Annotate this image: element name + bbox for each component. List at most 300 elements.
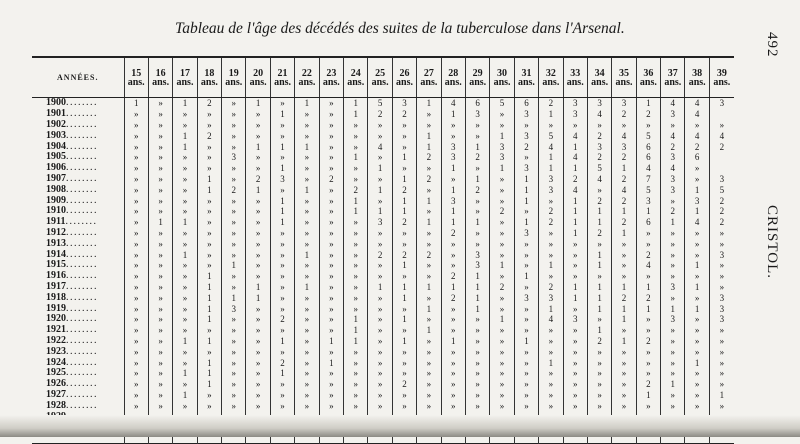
count-cell: » <box>368 400 392 411</box>
count-cell: » <box>661 390 685 401</box>
count-cell: » <box>490 195 514 206</box>
count-cell: 1 <box>587 249 611 260</box>
count-cell: 1 <box>441 163 465 174</box>
count-cell: » <box>124 379 148 390</box>
year-cell <box>32 346 124 357</box>
count-cell: 6 <box>465 98 489 109</box>
count-cell: » <box>392 303 416 314</box>
count-cell: 1 <box>563 141 587 152</box>
age-column-header <box>148 57 172 98</box>
count-cell: 4 <box>563 184 587 195</box>
table-row <box>32 98 734 109</box>
age-value: 24 <box>350 67 361 79</box>
count-cell: » <box>514 206 538 217</box>
age-value: 35 <box>619 67 629 79</box>
count-cell: » <box>270 346 294 357</box>
count-cell: » <box>465 238 489 249</box>
count-cell: » <box>465 390 489 401</box>
count-cell: 2 <box>392 379 416 390</box>
count-cell: » <box>319 368 343 379</box>
table-row <box>32 109 734 120</box>
count-cell: » <box>222 336 246 347</box>
count-cell: 1 <box>368 282 392 293</box>
count-cell: » <box>612 357 636 368</box>
count-cell: » <box>661 368 685 379</box>
count-cell: 2 <box>636 109 660 120</box>
age-unit: ans. <box>688 76 706 88</box>
count-cell: 2 <box>368 109 392 120</box>
count-cell: 3 <box>539 174 563 185</box>
count-cell: 1 <box>392 336 416 347</box>
count-cell: » <box>661 400 685 411</box>
count-cell: » <box>148 163 172 174</box>
count-cell: » <box>344 141 368 152</box>
count-cell: » <box>173 184 197 195</box>
count-cell: » <box>368 195 392 206</box>
count-cell: » <box>319 260 343 271</box>
count-cell: 1 <box>392 292 416 303</box>
count-cell: 1 <box>490 260 514 271</box>
leader-dots: ........ <box>66 227 98 238</box>
count-cell: » <box>514 303 538 314</box>
count-cell: 5 <box>587 163 611 174</box>
count-cell: » <box>685 390 709 401</box>
count-cell: » <box>319 163 343 174</box>
count-cell: 1 <box>368 206 392 217</box>
count-cell: » <box>368 325 392 336</box>
count-cell: » <box>148 303 172 314</box>
count-cell: » <box>124 120 148 131</box>
count-cell: 1 <box>173 141 197 152</box>
table-row <box>32 357 734 368</box>
count-cell: » <box>270 98 294 109</box>
count-cell: » <box>222 325 246 336</box>
table-row <box>32 152 734 163</box>
count-cell: » <box>344 282 368 293</box>
count-cell: 2 <box>222 184 246 195</box>
count-cell: » <box>612 260 636 271</box>
count-cell: » <box>441 379 465 390</box>
count-cell: » <box>587 390 611 401</box>
age-value: 26 <box>399 67 410 79</box>
count-cell: » <box>612 271 636 282</box>
count-cell: 2 <box>612 174 636 185</box>
count-cell: » <box>685 314 709 325</box>
table-row <box>32 217 734 228</box>
count-cell: » <box>563 368 587 379</box>
leader-dots: ........ <box>66 205 98 217</box>
count-cell: » <box>514 260 538 271</box>
count-cell: 1 <box>465 292 489 303</box>
age-unit: ans. <box>225 76 243 88</box>
year-label: 1921 <box>46 324 66 336</box>
count-cell: » <box>441 357 465 368</box>
age-value: 17 <box>179 67 190 79</box>
count-cell: 1 <box>685 206 709 217</box>
age-column-header <box>392 57 416 98</box>
count-cell: » <box>148 346 172 357</box>
count-cell: 1 <box>344 152 368 163</box>
count-cell: » <box>465 325 489 336</box>
leader-dots: ........ <box>66 108 98 120</box>
count-cell: 3 <box>270 174 294 185</box>
age-value: 18 <box>204 67 215 79</box>
count-cell: » <box>319 98 343 109</box>
count-cell: 2 <box>636 379 660 390</box>
count-cell: » <box>173 379 197 390</box>
count-cell: » <box>124 206 148 217</box>
count-cell: » <box>490 336 514 347</box>
count-cell: 1 <box>441 206 465 217</box>
age-column-header <box>270 57 294 98</box>
age-value: 33 <box>570 67 581 79</box>
count-cell: » <box>246 120 270 131</box>
age-unit: ans. <box>591 76 609 88</box>
count-cell: 1 <box>539 260 563 271</box>
count-cell: » <box>295 346 319 357</box>
count-cell: » <box>173 174 197 185</box>
count-cell: 1 <box>173 368 197 379</box>
count-cell: 4 <box>685 217 709 228</box>
count-cell: 3 <box>709 174 733 185</box>
count-cell: » <box>661 292 685 303</box>
count-cell: » <box>368 152 392 163</box>
count-cell: 3 <box>514 163 538 174</box>
age-unit: ans. <box>152 76 170 88</box>
count-cell: » <box>173 152 197 163</box>
count-cell: » <box>563 346 587 357</box>
count-cell: » <box>270 400 294 411</box>
count-cell: » <box>246 130 270 141</box>
count-cell: » <box>539 400 563 411</box>
count-cell: 2 <box>490 282 514 293</box>
age-unit: ans. <box>322 76 340 88</box>
count-cell: 1 <box>173 390 197 401</box>
year-cell <box>32 357 124 368</box>
count-cell: » <box>222 390 246 401</box>
count-cell: » <box>246 152 270 163</box>
count-cell: » <box>563 271 587 282</box>
age-unit: ans. <box>127 76 145 88</box>
count-cell: » <box>587 357 611 368</box>
count-cell: » <box>392 368 416 379</box>
count-cell: » <box>709 325 733 336</box>
count-cell: » <box>368 368 392 379</box>
count-cell: 1 <box>173 130 197 141</box>
leader-dots: ........ <box>66 97 98 109</box>
count-cell: 2 <box>539 98 563 109</box>
count-cell: » <box>295 217 319 228</box>
count-cell: » <box>124 130 148 141</box>
count-cell: » <box>124 249 148 260</box>
count-cell: 1 <box>612 163 636 174</box>
year-cell <box>32 314 124 325</box>
table-row <box>32 195 734 206</box>
age-column-header <box>465 57 489 98</box>
count-cell: » <box>490 109 514 120</box>
count-cell: » <box>319 120 343 131</box>
count-cell: » <box>124 260 148 271</box>
count-cell: 3 <box>539 184 563 195</box>
year-cell <box>32 292 124 303</box>
count-cell: » <box>270 228 294 239</box>
count-cell: » <box>319 141 343 152</box>
count-cell: » <box>270 390 294 401</box>
count-cell: » <box>319 314 343 325</box>
count-cell: » <box>539 368 563 379</box>
count-cell: » <box>685 249 709 260</box>
leader-dots: ........ <box>66 346 98 357</box>
count-cell: 3 <box>441 152 465 163</box>
count-cell: » <box>465 195 489 206</box>
count-cell: 3 <box>709 303 733 314</box>
count-cell: » <box>709 336 733 347</box>
count-cell: » <box>246 400 270 411</box>
year-label: 1917 <box>46 281 66 292</box>
count-cell: » <box>124 195 148 206</box>
count-cell: 1 <box>368 184 392 195</box>
count-cell: 6 <box>636 217 660 228</box>
count-cell: » <box>636 368 660 379</box>
table-row <box>32 249 734 260</box>
count-cell: » <box>270 292 294 303</box>
table-row <box>32 368 734 379</box>
count-cell: 6 <box>636 152 660 163</box>
count-cell: 2 <box>344 184 368 195</box>
count-cell: » <box>319 130 343 141</box>
count-cell: » <box>441 303 465 314</box>
count-cell: » <box>612 379 636 390</box>
count-cell: » <box>661 336 685 347</box>
count-cell: 1 <box>587 206 611 217</box>
table-row <box>32 346 734 357</box>
count-cell: » <box>319 292 343 303</box>
count-cell: 1 <box>417 325 441 336</box>
count-cell: » <box>441 260 465 271</box>
count-cell: » <box>344 303 368 314</box>
count-cell: » <box>392 357 416 368</box>
count-cell: » <box>661 346 685 357</box>
age-column-header <box>295 57 319 98</box>
leader-dots: ........ <box>66 303 98 314</box>
year-label: 1901 <box>46 108 66 120</box>
count-cell: » <box>124 141 148 152</box>
year-cell <box>32 379 124 390</box>
count-cell: » <box>197 390 221 401</box>
count-cell: 2 <box>563 174 587 185</box>
count-cell: » <box>319 303 343 314</box>
count-cell: » <box>270 303 294 314</box>
count-cell: » <box>417 238 441 249</box>
table-row <box>32 260 734 271</box>
count-cell: 1 <box>197 303 221 314</box>
count-cell: » <box>197 109 221 120</box>
count-cell: 6 <box>636 141 660 152</box>
count-cell: 1 <box>612 228 636 239</box>
count-cell: 1 <box>197 282 221 293</box>
count-cell: » <box>441 249 465 260</box>
count-cell: » <box>441 346 465 357</box>
count-cell: » <box>539 325 563 336</box>
count-cell: » <box>661 260 685 271</box>
count-cell: » <box>587 379 611 390</box>
count-cell: » <box>148 120 172 131</box>
count-cell: 2 <box>392 109 416 120</box>
count-cell: 2 <box>417 152 441 163</box>
count-cell: » <box>148 325 172 336</box>
count-cell: » <box>295 163 319 174</box>
count-cell: » <box>465 379 489 390</box>
count-cell: 1 <box>392 314 416 325</box>
count-cell: 5 <box>709 184 733 195</box>
count-cell: » <box>295 228 319 239</box>
count-cell: » <box>319 217 343 228</box>
count-cell: » <box>392 346 416 357</box>
year-label: 1928 <box>46 400 66 411</box>
count-cell: 2 <box>709 217 733 228</box>
table-row <box>32 238 734 249</box>
count-cell: » <box>514 152 538 163</box>
count-cell: 2 <box>612 109 636 120</box>
year-label: 1920 <box>46 313 66 325</box>
count-cell: » <box>173 163 197 174</box>
count-cell: » <box>148 152 172 163</box>
count-cell: » <box>685 120 709 131</box>
count-cell: 3 <box>563 109 587 120</box>
count-cell: » <box>392 400 416 411</box>
table-row <box>32 336 734 347</box>
count-cell: » <box>539 195 563 206</box>
count-cell: 1 <box>222 260 246 271</box>
count-cell: » <box>490 174 514 185</box>
count-cell: » <box>148 228 172 239</box>
count-cell: 1 <box>490 130 514 141</box>
leader-dots: ........ <box>66 281 98 292</box>
table-row <box>32 314 734 325</box>
year-label: 1927 <box>46 389 66 400</box>
count-cell <box>709 163 733 174</box>
count-cell: » <box>392 325 416 336</box>
count-cell: » <box>197 346 221 357</box>
count-cell: 2 <box>270 314 294 325</box>
count-cell: 2 <box>661 141 685 152</box>
count-cell: » <box>270 130 294 141</box>
count-cell: » <box>685 163 709 174</box>
leader-dots: ........ <box>66 367 98 379</box>
count-cell: » <box>368 228 392 239</box>
count-cell: 5 <box>368 98 392 109</box>
count-cell: » <box>441 325 465 336</box>
age-value: 15 <box>131 67 142 79</box>
count-cell: 3 <box>392 98 416 109</box>
count-cell: 1 <box>246 282 270 293</box>
count-cell: » <box>392 163 416 174</box>
count-cell: 1 <box>563 217 587 228</box>
count-cell: » <box>514 379 538 390</box>
leader-dots: ........ <box>66 259 98 271</box>
count-cell: » <box>295 271 319 282</box>
count-cell: 2 <box>197 130 221 141</box>
count-cell: 4 <box>685 98 709 109</box>
count-cell: » <box>173 400 197 411</box>
count-cell: » <box>490 271 514 282</box>
count-cell: » <box>344 271 368 282</box>
count-cell: » <box>173 292 197 303</box>
age-column-header <box>441 57 465 98</box>
count-cell: 1 <box>661 379 685 390</box>
count-cell: 2 <box>612 217 636 228</box>
count-cell: » <box>124 238 148 249</box>
count-cell: 3 <box>661 109 685 120</box>
count-cell: » <box>612 400 636 411</box>
page-number: 492 <box>764 32 780 58</box>
count-cell: » <box>270 282 294 293</box>
count-cell: » <box>148 314 172 325</box>
count-cell: » <box>709 346 733 357</box>
count-cell: » <box>368 260 392 271</box>
count-cell: » <box>636 228 660 239</box>
count-cell: 2 <box>246 174 270 185</box>
count-cell: 4 <box>563 130 587 141</box>
count-cell: » <box>636 357 660 368</box>
age-column-header <box>636 57 660 98</box>
count-cell: 2 <box>392 249 416 260</box>
count-cell: » <box>148 109 172 120</box>
count-cell: 2 <box>636 292 660 303</box>
year-label: 1900 <box>46 97 66 109</box>
count-cell: » <box>612 325 636 336</box>
count-cell: » <box>417 206 441 217</box>
count-cell: » <box>661 228 685 239</box>
count-cell: 1 <box>417 98 441 109</box>
year-label: 1918 <box>46 292 66 303</box>
count-cell: 4 <box>587 174 611 185</box>
leader-dots: ........ <box>66 400 98 411</box>
age-column-header <box>514 57 538 98</box>
count-cell: » <box>709 400 733 411</box>
count-cell: » <box>514 390 538 401</box>
count-cell: » <box>319 282 343 293</box>
count-cell: 2 <box>270 357 294 368</box>
count-cell: » <box>270 152 294 163</box>
count-cell: 2 <box>587 152 611 163</box>
age-value: 19 <box>228 67 239 79</box>
count-cell: » <box>661 249 685 260</box>
count-cell: 1 <box>441 109 465 120</box>
count-cell: 1 <box>295 141 319 152</box>
count-cell: 1 <box>612 303 636 314</box>
count-cell: 4 <box>685 109 709 120</box>
count-cell: » <box>612 120 636 131</box>
count-cell: 1 <box>417 141 441 152</box>
table-row <box>32 325 734 336</box>
leader-dots: ........ <box>66 130 98 141</box>
count-cell: 1 <box>612 314 636 325</box>
count-cell: » <box>661 271 685 282</box>
year-label: 1914 <box>46 249 66 260</box>
leader-dots: ........ <box>66 335 98 346</box>
count-cell: » <box>368 238 392 249</box>
count-cell: 1 <box>563 206 587 217</box>
count-cell: » <box>270 260 294 271</box>
count-cell: » <box>392 120 416 131</box>
count-cell: » <box>417 120 441 131</box>
count-cell: 1 <box>270 109 294 120</box>
count-cell: » <box>222 174 246 185</box>
year-label: 1908 <box>46 184 66 195</box>
count-cell: » <box>417 163 441 174</box>
year-cell <box>32 400 124 411</box>
